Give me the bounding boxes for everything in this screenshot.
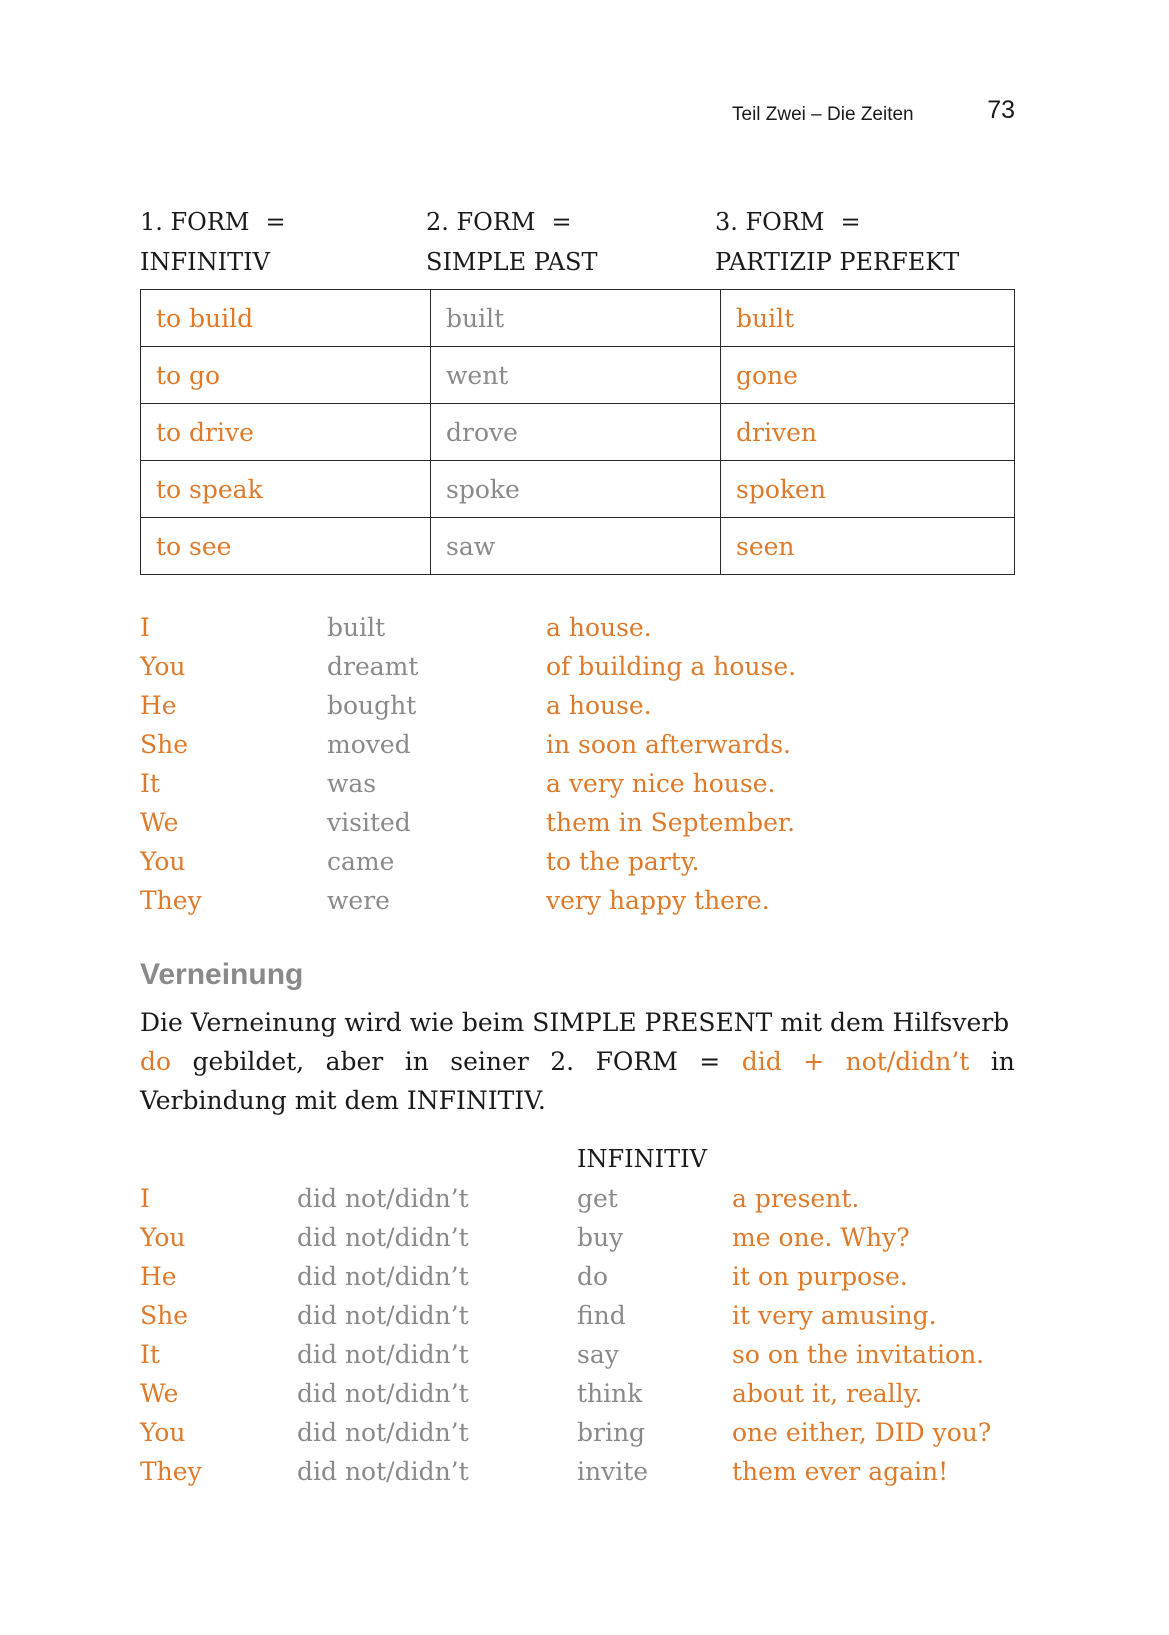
infinitive: say (577, 1340, 619, 1369)
infinitive-cell: to go (141, 347, 431, 404)
infinitive-cell: to drive (141, 404, 431, 461)
subject: It (140, 1340, 160, 1369)
subject: We (140, 808, 179, 837)
complement: a house. (546, 613, 652, 642)
table-row (141, 347, 1015, 404)
complement: a very nice house. (546, 769, 776, 798)
verb: were (327, 886, 390, 915)
simple-past-cell: built (431, 290, 721, 347)
example-row (140, 881, 1015, 920)
subject: She (140, 1301, 189, 1330)
complement: very happy there. (546, 886, 770, 915)
word-not-didnt: not/didn’t (845, 1047, 970, 1076)
complement: of building a house. (546, 652, 797, 681)
table-row (141, 290, 1015, 347)
example-row (140, 686, 1015, 725)
past-participle-cell: seen (721, 518, 1015, 575)
complement: it very amusing. (732, 1301, 937, 1330)
form-heading-name: SIMPLE PAST (426, 248, 598, 276)
example-row (140, 1374, 1015, 1413)
complement: one either, DID you? (732, 1418, 992, 1447)
chapter-title: Teil Zwei – Die Zeiten (732, 104, 914, 125)
complement: them ever again! (732, 1457, 949, 1486)
infinitive: do (577, 1262, 609, 1291)
table-row (141, 518, 1015, 575)
word: in (404, 1047, 429, 1076)
verb: moved (327, 730, 411, 759)
subject: It (140, 769, 160, 798)
infinitive: bring (577, 1418, 646, 1447)
example-row (140, 1452, 1015, 1491)
subject: They (140, 886, 202, 915)
word-did: did (741, 1047, 782, 1076)
complement: to the party. (546, 847, 700, 876)
complement: a present. (732, 1184, 860, 1213)
example-row (140, 842, 1015, 881)
form-heading-2 (426, 202, 597, 282)
auxiliary: did not/didn’t (297, 1457, 469, 1486)
paragraph-line: Die Verneinung wird wie beim SIMPLE PRESENT mit dem Hilfsverb (140, 1008, 1010, 1037)
verb: bought (327, 691, 417, 720)
simple-past-cell: drove (431, 404, 721, 461)
past-participle-cell: driven (721, 404, 1015, 461)
subject: He (140, 691, 177, 720)
table-row (141, 461, 1015, 518)
auxiliary: did not/didn’t (297, 1301, 469, 1330)
example-row (140, 1335, 1015, 1374)
paragraph-line (140, 1042, 1015, 1081)
subject: She (140, 730, 189, 759)
form-heading-label: 1. FORM (140, 208, 250, 236)
example-row (140, 1257, 1015, 1296)
past-participle-cell: built (721, 290, 1015, 347)
verb: visited (327, 808, 411, 837)
complement: them in September. (546, 808, 796, 837)
example-row (140, 608, 1015, 647)
verb: came (327, 847, 395, 876)
form-heading-1 (140, 202, 286, 282)
verb: built (327, 613, 386, 642)
word: FORM (595, 1047, 678, 1076)
infinitiv-column-label: INFINITIV (577, 1145, 707, 1173)
form-heading-label: 3. FORM (715, 208, 825, 236)
running-header (732, 96, 1015, 130)
equals-sign: = (551, 208, 572, 236)
infinitive: find (577, 1301, 626, 1330)
infinitive: invite (577, 1457, 649, 1486)
word-do: do (140, 1047, 172, 1076)
subject: You (140, 652, 186, 681)
auxiliary: did not/didn’t (297, 1418, 469, 1447)
equals-sign: = (265, 208, 286, 236)
example-row (140, 1218, 1015, 1257)
complement: me one. Why? (732, 1223, 910, 1252)
form-heading-label: 2. FORM (426, 208, 536, 236)
infinitive-cell: to see (141, 518, 431, 575)
page-number: 73 (987, 96, 1015, 124)
equals-sign: = (840, 208, 861, 236)
subject: I (140, 1184, 150, 1213)
example-row (140, 803, 1015, 842)
table-row (141, 404, 1015, 461)
example-row (140, 1179, 1015, 1218)
subject: They (140, 1457, 202, 1486)
infinitive-cell: to speak (141, 461, 431, 518)
form-heading-name: PARTIZIP PERFEKT (715, 248, 960, 276)
example-row (140, 647, 1015, 686)
form-headings (140, 202, 1015, 282)
simple-past-examples (140, 608, 1015, 920)
word: aber (325, 1047, 384, 1076)
example-row (140, 725, 1015, 764)
subject: We (140, 1379, 179, 1408)
subject: He (140, 1262, 177, 1291)
auxiliary: did not/didn’t (297, 1184, 469, 1213)
form-heading-3 (715, 202, 959, 282)
word: in (990, 1047, 1015, 1076)
subject: I (140, 613, 150, 642)
infinitive: get (577, 1184, 618, 1213)
word-plus: + (803, 1047, 825, 1076)
complement: about it, really. (732, 1379, 923, 1408)
subject: You (140, 1223, 186, 1252)
auxiliary: did not/didn’t (297, 1379, 469, 1408)
word: seiner (450, 1047, 529, 1076)
infinitive: buy (577, 1223, 624, 1252)
complement: so on the invitation. (732, 1340, 985, 1369)
word: 2. (550, 1047, 575, 1076)
verb: was (327, 769, 377, 798)
word: = (699, 1047, 721, 1076)
auxiliary: did not/didn’t (297, 1262, 469, 1291)
example-row (140, 1413, 1015, 1452)
past-participle-cell: gone (721, 347, 1015, 404)
auxiliary: did not/didn’t (297, 1223, 469, 1252)
simple-past-cell: spoke (431, 461, 721, 518)
complement: in soon afterwards. (546, 730, 792, 759)
paragraph-line: Verbindung mit dem INFINITIV. (140, 1086, 546, 1115)
complement: a house. (546, 691, 652, 720)
infinitive-cell: to build (141, 290, 431, 347)
word: gebildet, (192, 1047, 305, 1076)
simple-past-cell: went (431, 347, 721, 404)
subject: You (140, 847, 186, 876)
section-title: Verneinung (140, 958, 304, 991)
verb: dreamt (327, 652, 419, 681)
simple-past-cell: saw (431, 518, 721, 575)
negation-examples (140, 1179, 1015, 1491)
example-row (140, 764, 1015, 803)
negation-explanation (140, 1003, 1015, 1120)
complement: it on purpose. (732, 1262, 908, 1291)
auxiliary: did not/didn’t (297, 1340, 469, 1369)
past-participle-cell: spoken (721, 461, 1015, 518)
example-row (140, 1296, 1015, 1335)
subject: You (140, 1418, 186, 1447)
infinitive: think (577, 1379, 643, 1408)
form-heading-name: INFINITIV (140, 248, 270, 276)
verb-forms-table (140, 289, 1015, 575)
